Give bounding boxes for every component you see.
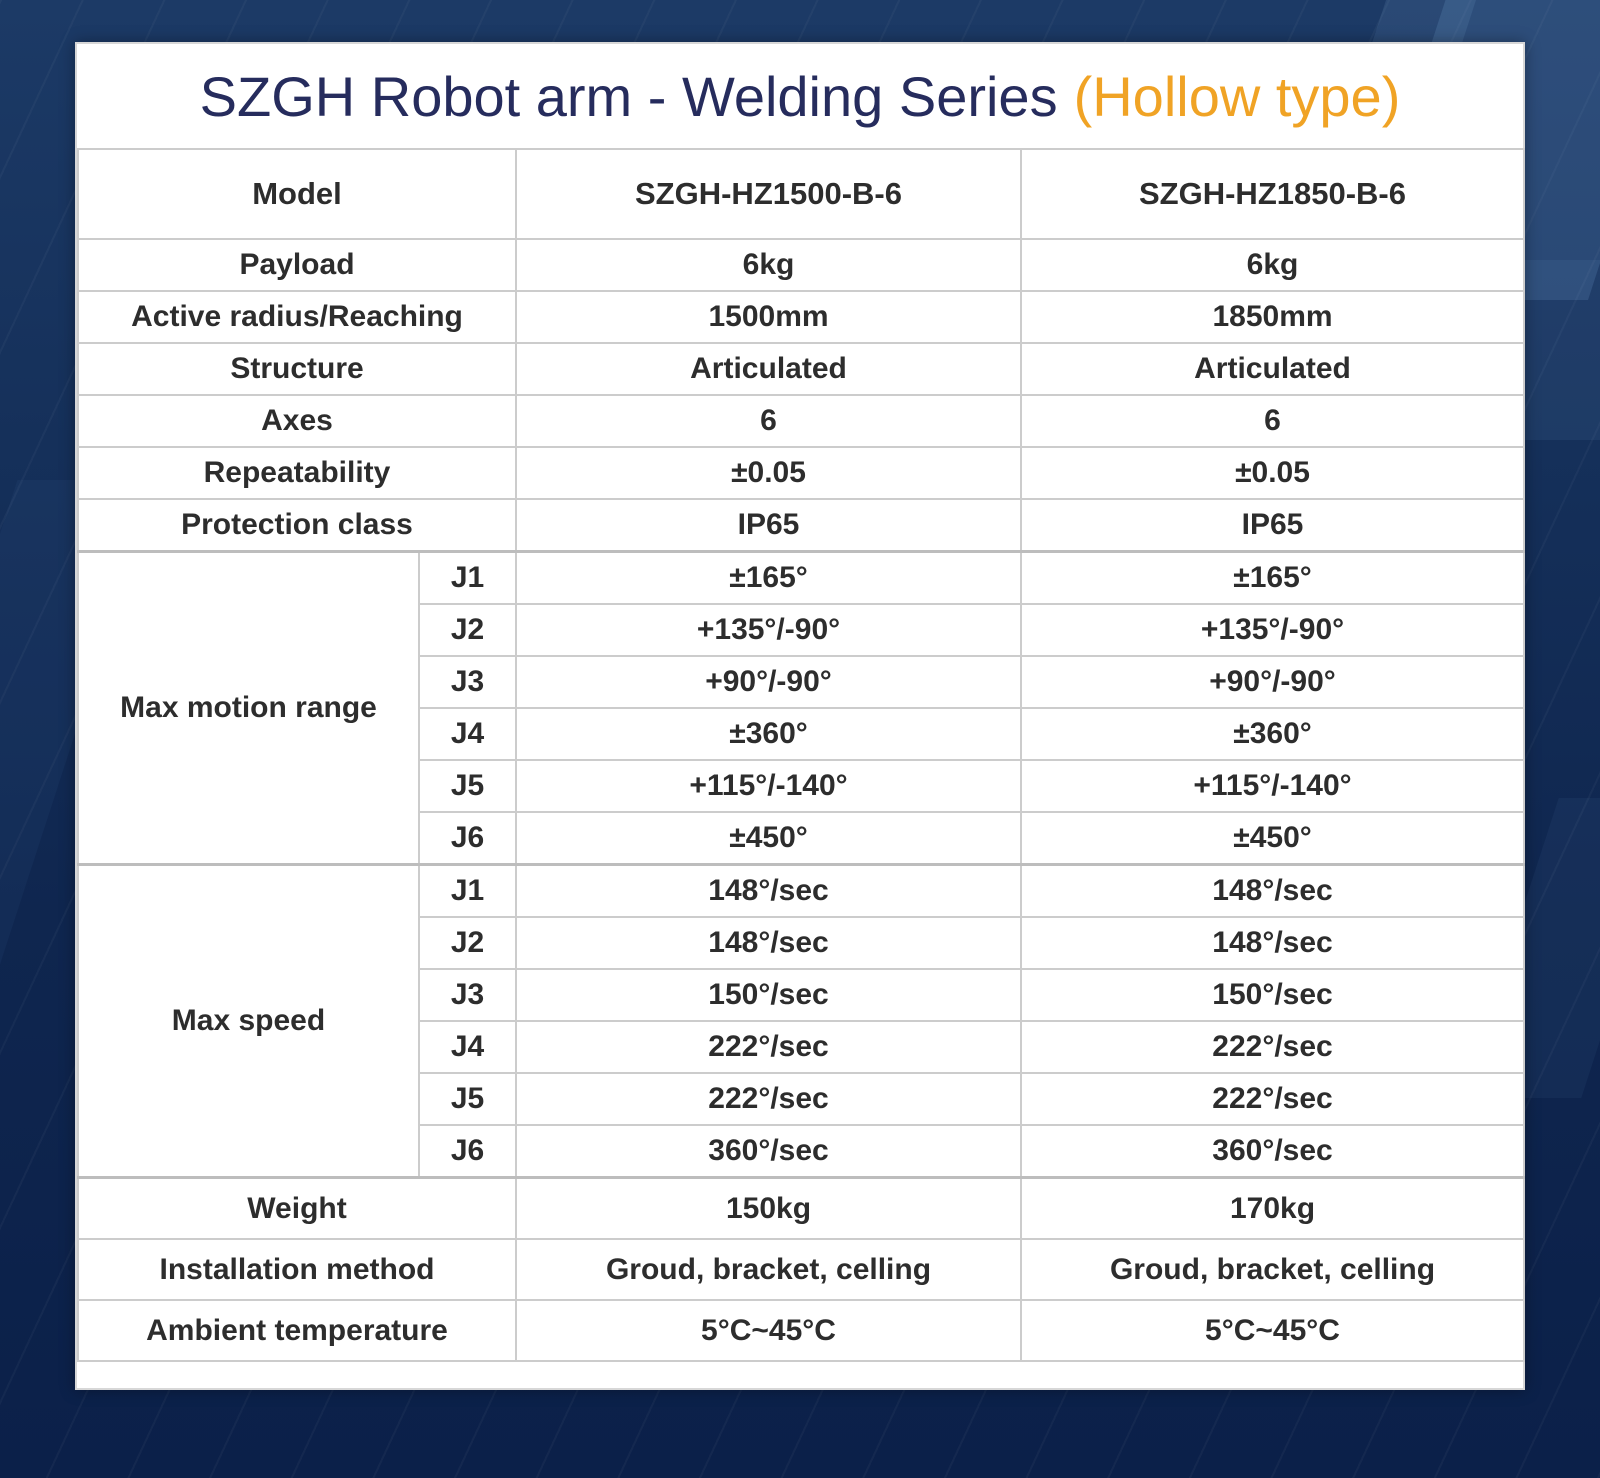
motion-j6-col2-cell: ±450° bbox=[1021, 812, 1524, 865]
motion-j2-col2-cell: +135°/-90° bbox=[1021, 604, 1524, 656]
table-row bbox=[78, 149, 1524, 239]
axes-col1-cell: 6 bbox=[516, 395, 1021, 447]
speed-j1-col1-cell: 148°/sec bbox=[516, 865, 1021, 918]
table-row bbox=[78, 395, 1524, 447]
ambient-col2-cell: 5°C~45°C bbox=[1021, 1300, 1524, 1361]
title-highlight: (Hollow type) bbox=[1073, 64, 1401, 128]
motion-j1-col2-cell: ±165° bbox=[1021, 552, 1524, 605]
motion-j4-col1-cell: ±360° bbox=[516, 708, 1021, 760]
spec-card bbox=[75, 42, 1525, 1390]
row-label-payload: Payload bbox=[78, 239, 516, 291]
repeatability-col1-cell: ±0.05 bbox=[516, 447, 1021, 499]
speed-j3-label: J3 bbox=[419, 969, 516, 1021]
payload-col2-cell: 6kg bbox=[1021, 239, 1524, 291]
spec-table bbox=[77, 148, 1525, 1362]
speed-j2-col1-cell: 148°/sec bbox=[516, 917, 1021, 969]
speed-j2-col2-cell: 148°/sec bbox=[1021, 917, 1524, 969]
table-row bbox=[78, 291, 1524, 343]
row-label-protection-class: Protection class bbox=[78, 499, 516, 552]
installation-col2-cell: Groud, bracket, celling bbox=[1021, 1239, 1524, 1300]
motion-j3-col1-cell: +90°/-90° bbox=[516, 656, 1021, 708]
model-col1-cell: SZGH-HZ1500-B-6 bbox=[516, 149, 1021, 239]
motion-j6-label: J6 bbox=[419, 812, 516, 865]
motion-j5-col1-cell: +115°/-140° bbox=[516, 760, 1021, 812]
axes-col2-cell: 6 bbox=[1021, 395, 1524, 447]
row-label-axes: Axes bbox=[78, 395, 516, 447]
row-label-structure: Structure bbox=[78, 343, 516, 395]
group-label-max-motion-range: Max motion range bbox=[78, 552, 419, 865]
weight-col1-cell: 150kg bbox=[516, 1178, 1021, 1240]
page-title bbox=[77, 44, 1523, 148]
model-col2-cell: SZGH-HZ1850-B-6 bbox=[1021, 149, 1524, 239]
motion-j4-col2-cell: ±360° bbox=[1021, 708, 1524, 760]
row-label-repeatability: Repeatability bbox=[78, 447, 516, 499]
speed-j4-col1-cell: 222°/sec bbox=[516, 1021, 1021, 1073]
motion-j3-label: J3 bbox=[419, 656, 516, 708]
speed-j4-col2-cell: 222°/sec bbox=[1021, 1021, 1524, 1073]
structure-col1-cell: Articulated bbox=[516, 343, 1021, 395]
row-label-ambient-temperature: Ambient temperature bbox=[78, 1300, 516, 1361]
speed-j3-col1-cell: 150°/sec bbox=[516, 969, 1021, 1021]
row-label-model: Model bbox=[78, 149, 516, 239]
row-label-weight: Weight bbox=[78, 1178, 516, 1240]
row-label-installation-method: Installation method bbox=[78, 1239, 516, 1300]
active-radius-col2-cell: 1850mm bbox=[1021, 291, 1524, 343]
motion-j2-label: J2 bbox=[419, 604, 516, 656]
table-row bbox=[78, 865, 1524, 918]
speed-j6-col2-cell: 360°/sec bbox=[1021, 1125, 1524, 1178]
active-radius-col1-cell: 1500mm bbox=[516, 291, 1021, 343]
motion-j6-col1-cell: ±450° bbox=[516, 812, 1021, 865]
speed-j6-col1-cell: 360°/sec bbox=[516, 1125, 1021, 1178]
ambient-col1-cell: 5°C~45°C bbox=[516, 1300, 1021, 1361]
table-row bbox=[78, 1178, 1524, 1240]
installation-col1-cell: Groud, bracket, celling bbox=[516, 1239, 1021, 1300]
speed-j5-col1-cell: 222°/sec bbox=[516, 1073, 1021, 1125]
speed-j4-label: J4 bbox=[419, 1021, 516, 1073]
speed-j2-label: J2 bbox=[419, 917, 516, 969]
speed-j1-col2-cell: 148°/sec bbox=[1021, 865, 1524, 918]
title-main: SZGH Robot arm - Welding Series bbox=[199, 64, 1058, 128]
speed-j3-col2-cell: 150°/sec bbox=[1021, 969, 1524, 1021]
table-row bbox=[78, 447, 1524, 499]
payload-col1-cell: 6kg bbox=[516, 239, 1021, 291]
structure-col2-cell: Articulated bbox=[1021, 343, 1524, 395]
motion-j2-col1-cell: +135°/-90° bbox=[516, 604, 1021, 656]
motion-j3-col2-cell: +90°/-90° bbox=[1021, 656, 1524, 708]
protection-class-col2-cell: IP65 bbox=[1021, 499, 1524, 552]
speed-j1-label: J1 bbox=[419, 865, 516, 918]
table-row bbox=[78, 499, 1524, 552]
weight-col2-cell: 170kg bbox=[1021, 1178, 1524, 1240]
motion-j1-label: J1 bbox=[419, 552, 516, 605]
table-row bbox=[78, 343, 1524, 395]
motion-j1-col1-cell: ±165° bbox=[516, 552, 1021, 605]
motion-j4-label: J4 bbox=[419, 708, 516, 760]
motion-j5-col2-cell: +115°/-140° bbox=[1021, 760, 1524, 812]
table-row bbox=[78, 1239, 1524, 1300]
motion-j5-label: J5 bbox=[419, 760, 516, 812]
speed-j6-label: J6 bbox=[419, 1125, 516, 1178]
table-row bbox=[78, 239, 1524, 291]
table-row bbox=[78, 1300, 1524, 1361]
repeatability-col2-cell: ±0.05 bbox=[1021, 447, 1524, 499]
protection-class-col1-cell: IP65 bbox=[516, 499, 1021, 552]
row-label-active-radius: Active radius/Reaching bbox=[78, 291, 516, 343]
speed-j5-label: J5 bbox=[419, 1073, 516, 1125]
group-label-max-speed: Max speed bbox=[78, 865, 419, 1178]
speed-j5-col2-cell: 222°/sec bbox=[1021, 1073, 1524, 1125]
table-row bbox=[78, 552, 1524, 605]
